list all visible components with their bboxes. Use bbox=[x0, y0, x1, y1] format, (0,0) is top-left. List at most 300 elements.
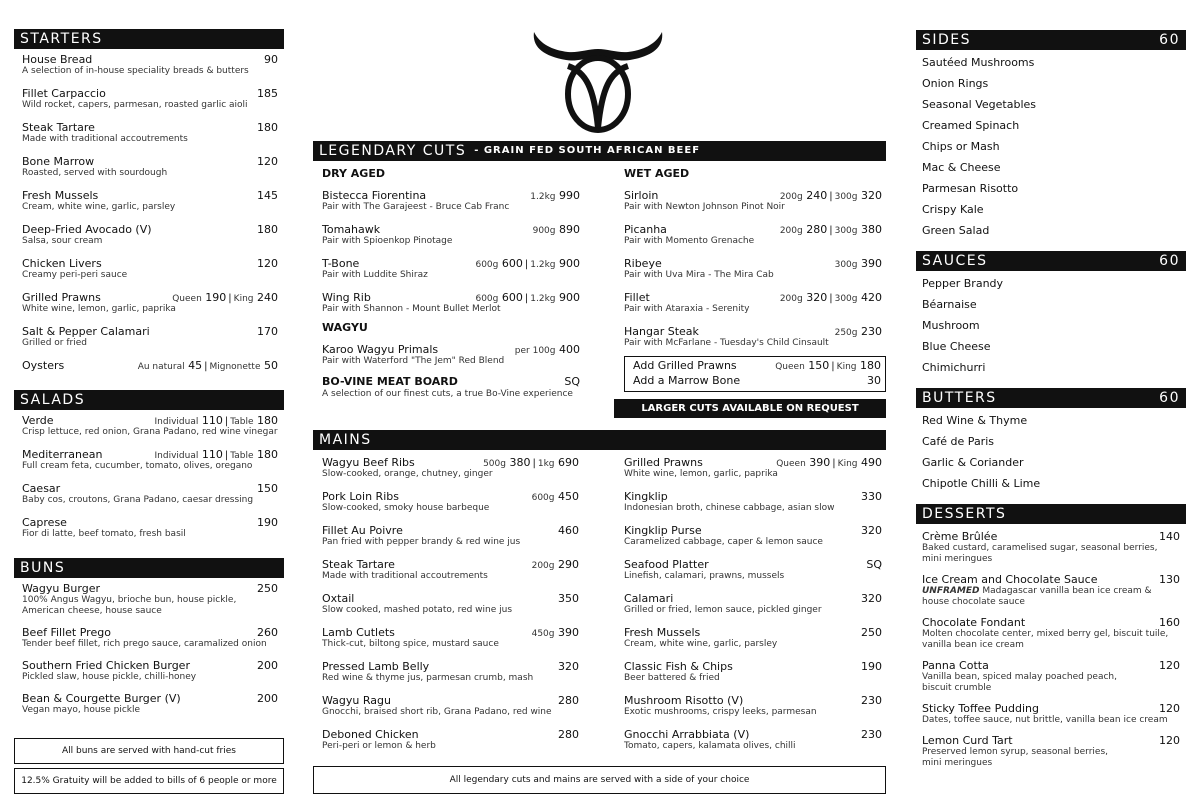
menu-item bbox=[22, 87, 278, 111]
menu-item bbox=[624, 257, 882, 281]
item-description: Pair with The Garajeest - Bruce Cab Franc bbox=[322, 202, 510, 212]
list-item: Chimichurri bbox=[922, 361, 986, 374]
item-name: Lamb Cutlets bbox=[322, 626, 395, 639]
item-name: Gnocchi Arrabbiata (V) bbox=[624, 728, 750, 741]
item-description: Exotic mushrooms, crispy leeks, parmesan bbox=[624, 707, 817, 717]
item-name: Chocolate Fondant bbox=[922, 616, 1026, 629]
price-label: King bbox=[836, 362, 857, 372]
buns-header: BUNS bbox=[14, 558, 284, 578]
item-name: Picanha bbox=[624, 223, 667, 236]
wagyu-title: WAGYU bbox=[322, 321, 368, 334]
menu-item bbox=[22, 257, 278, 281]
item-description: Tender beef fillet, rich prego sauce, caramalized onion bbox=[22, 639, 267, 649]
item-description: Pair with Shannon - Mount Bullet Merlot bbox=[322, 304, 501, 314]
list-item: Green Salad bbox=[922, 224, 990, 237]
item-name: Bone Marrow bbox=[22, 155, 95, 168]
unframed-tag: UNFRAMED bbox=[922, 586, 980, 596]
item-price: 230 bbox=[861, 728, 882, 741]
price-value: 600 bbox=[501, 291, 523, 304]
menu-item bbox=[922, 573, 1180, 608]
item-price bbox=[475, 257, 580, 272]
price-value: 390 bbox=[558, 626, 579, 639]
item-description: 100% Angus Wagyu, brioche bun, house pickle, bbox=[22, 595, 237, 605]
list-item: Pepper Brandy bbox=[922, 277, 1004, 290]
butters-list bbox=[916, 410, 1186, 494]
price-label: 300g bbox=[834, 260, 858, 270]
bull-logo-icon bbox=[528, 28, 668, 134]
item-price: 185 bbox=[257, 87, 278, 100]
menu-item bbox=[322, 558, 579, 582]
item-price bbox=[138, 359, 278, 374]
addon-name: Add Grilled Prawns bbox=[633, 359, 737, 372]
item-description: Pickled slaw, house pickle, chilli-honey bbox=[22, 672, 197, 682]
item-name: Lemon Curd Tart bbox=[922, 734, 1013, 747]
item-name: Fillet Au Poivre bbox=[322, 524, 403, 537]
item-price: 140 bbox=[1159, 530, 1180, 543]
item-name: Mediterranean bbox=[22, 448, 103, 461]
item-name: Fresh Mussels bbox=[624, 626, 701, 639]
item-description: Cream, white wine, garlic, parsley bbox=[22, 202, 176, 212]
item-description: Salsa, sour cream bbox=[22, 236, 103, 246]
list-item: Crispy Kale bbox=[922, 203, 984, 216]
item-description: Vegan mayo, house pickle bbox=[22, 705, 141, 715]
price-separator: | bbox=[224, 416, 229, 427]
item-name: Sticky Toffee Pudding bbox=[922, 702, 1039, 715]
price-label: 900g bbox=[532, 226, 556, 236]
item-description bbox=[922, 586, 1180, 597]
price-value: 150 bbox=[808, 359, 830, 372]
item-description: White wine, lemon, garlic, paprika bbox=[22, 304, 176, 314]
addon-item bbox=[633, 374, 881, 389]
item-description: Roasted, served with sourdough bbox=[22, 168, 168, 178]
price-label: 600g bbox=[531, 493, 555, 503]
price-value: 110 bbox=[201, 448, 223, 461]
price-value: 180 bbox=[257, 448, 278, 461]
item-name: Caesar bbox=[22, 482, 61, 495]
item-name: Classic Fish & Chips bbox=[624, 660, 733, 673]
legendary-header: LEGENDARY CUTS - GRAIN FED SOUTH AFRICAN BEEF bbox=[313, 141, 886, 161]
item-name: Fillet bbox=[624, 291, 650, 304]
menu-item bbox=[22, 659, 278, 683]
menu-item bbox=[624, 325, 882, 349]
price-value: 320 bbox=[806, 291, 828, 304]
item-price: 230 bbox=[861, 694, 882, 707]
price-value: 50 bbox=[264, 359, 278, 372]
item-price bbox=[533, 223, 580, 238]
price-label: 1.2kg bbox=[530, 192, 556, 202]
item-name: Calamari bbox=[624, 592, 674, 605]
item-price bbox=[835, 257, 882, 272]
price-separator: | bbox=[829, 191, 833, 202]
price-separator: | bbox=[224, 450, 229, 461]
item-price: 190 bbox=[257, 516, 278, 529]
item-name: Sirloin bbox=[624, 189, 659, 202]
menu-item bbox=[22, 223, 278, 247]
item-price bbox=[172, 291, 278, 306]
menu-item bbox=[922, 702, 1180, 726]
price-value: 420 bbox=[861, 291, 882, 304]
item-description: Beer battered & fried bbox=[624, 673, 720, 683]
item-name: Steak Tartare bbox=[322, 558, 395, 571]
item-price: 120 bbox=[1159, 702, 1180, 715]
list-item: Mac & Cheese bbox=[922, 161, 1001, 174]
menu-item bbox=[624, 694, 882, 718]
item-name: Kingklip Purse bbox=[624, 524, 702, 537]
item-description: Pair with Newton Johnson Pinot Noir bbox=[624, 202, 785, 212]
item-description: American cheese, house sauce bbox=[22, 606, 162, 616]
item-description: Pair with Uva Mira - The Mira Cab bbox=[624, 270, 774, 280]
item-description: Grilled or fried, lemon sauce, pickled ginger bbox=[624, 605, 822, 615]
price-separator: | bbox=[832, 458, 836, 469]
price-label: 200g bbox=[779, 192, 803, 202]
price-label: 200g bbox=[779, 226, 803, 236]
item-description: Indonesian broth, chinese cabbage, asian slow bbox=[624, 503, 835, 513]
item-description: house chocolate sauce bbox=[922, 597, 1025, 607]
menu-item bbox=[624, 626, 882, 650]
item-price bbox=[475, 291, 580, 306]
addons-box bbox=[624, 356, 886, 392]
item-description: Pair with Spioenkop Pinotage bbox=[322, 236, 453, 246]
item-price: 120 bbox=[257, 257, 278, 270]
price-label: 1.2kg bbox=[530, 294, 556, 304]
item-name: Seafood Platter bbox=[624, 558, 709, 571]
price-label: Queen bbox=[776, 459, 806, 469]
addon-item bbox=[633, 359, 881, 374]
price-label: Table bbox=[230, 417, 254, 427]
menu-item bbox=[322, 728, 579, 752]
menu-item bbox=[624, 660, 882, 684]
item-price: 280 bbox=[558, 694, 579, 707]
item-description: Slow cooked, mashed potato, red wine jus bbox=[322, 605, 513, 615]
item-price bbox=[780, 223, 882, 238]
item-price bbox=[835, 325, 882, 340]
menu-item bbox=[22, 516, 278, 540]
item-price: SQ bbox=[866, 558, 882, 571]
price-label: 500g bbox=[483, 459, 506, 469]
list-item: Blue Cheese bbox=[922, 340, 991, 353]
menu-item bbox=[624, 189, 882, 213]
list-item: Onion Rings bbox=[922, 77, 989, 90]
menu-item bbox=[322, 257, 580, 281]
menu-item bbox=[322, 490, 579, 514]
price-separator: | bbox=[829, 293, 833, 304]
menu-item bbox=[322, 524, 579, 548]
menu-item bbox=[22, 291, 278, 315]
item-name: Wing Rib bbox=[322, 291, 371, 304]
price-label: King bbox=[233, 294, 254, 304]
price-value: 490 bbox=[861, 456, 882, 469]
price-separator: | bbox=[204, 361, 208, 372]
item-description: Crisp lettuce, red onion, Grana Padano, red wine vinegar bbox=[22, 427, 278, 437]
item-price: 350 bbox=[558, 592, 579, 605]
menu-item bbox=[624, 524, 882, 548]
price-label: Queen bbox=[775, 362, 805, 372]
list-item: Café de Paris bbox=[922, 435, 994, 448]
item-price: 170 bbox=[257, 325, 278, 338]
price-value: 320 bbox=[861, 189, 882, 202]
item-price bbox=[776, 456, 882, 471]
menu-item bbox=[22, 359, 278, 372]
item-description: Red wine & thyme jus, parmesan crumb, mash bbox=[322, 673, 534, 683]
sides-list bbox=[916, 52, 1186, 241]
price-separator: | bbox=[831, 361, 835, 372]
menu-item bbox=[624, 291, 882, 315]
price-value: 190 bbox=[205, 291, 227, 304]
item-description: mini meringues bbox=[922, 758, 993, 768]
item-name: Crème Brûlée bbox=[922, 530, 998, 543]
item-name: Southern Fried Chicken Burger bbox=[22, 659, 190, 672]
menu-item bbox=[322, 592, 579, 616]
item-price: 190 bbox=[861, 660, 882, 673]
menu-item bbox=[922, 659, 1180, 694]
menu-item bbox=[322, 291, 580, 315]
item-name: House Bread bbox=[22, 53, 93, 66]
item-description: Made with traditional accoutrements bbox=[22, 134, 188, 144]
list-item: Seasonal Vegetables bbox=[922, 98, 1036, 111]
item-name: Deboned Chicken bbox=[322, 728, 419, 741]
desserts-header: DESSERTS bbox=[916, 504, 1186, 524]
menu-item bbox=[22, 582, 278, 617]
item-name: Oysters bbox=[22, 359, 65, 372]
menu-item bbox=[624, 223, 882, 247]
buns-list bbox=[14, 582, 284, 716]
item-name: Panna Cotta bbox=[922, 659, 989, 672]
item-price: 160 bbox=[1159, 616, 1180, 629]
item-name: Wagyu Ragu bbox=[322, 694, 391, 707]
price-separator: | bbox=[524, 293, 529, 304]
menu-item bbox=[22, 189, 278, 213]
menu-item bbox=[22, 53, 278, 77]
left-column bbox=[14, 0, 284, 786]
price-value: 240 bbox=[806, 189, 828, 202]
list-item: Parmesan Risotto bbox=[922, 182, 1019, 195]
item-price: 180 bbox=[257, 223, 278, 236]
price-label: 1kg bbox=[537, 459, 555, 469]
menu-item bbox=[22, 626, 278, 650]
price-label: King bbox=[837, 459, 858, 469]
price-value: 990 bbox=[559, 189, 580, 202]
item-price bbox=[515, 343, 580, 358]
menu-item bbox=[624, 558, 882, 582]
item-name: Ice Cream and Chocolate Sauce bbox=[922, 573, 1098, 586]
item-price bbox=[483, 456, 579, 471]
price-value: 230 bbox=[861, 325, 882, 338]
item-description: Tomato, capers, kalamata olives, chilli bbox=[624, 741, 796, 751]
item-name: Pressed Lamb Belly bbox=[322, 660, 430, 673]
item-price bbox=[780, 291, 882, 306]
list-item: Chipotle Chilli & Lime bbox=[922, 477, 1041, 490]
menu-item bbox=[322, 456, 579, 480]
item-description: Slow-cooked, smoky house barbeque bbox=[322, 503, 490, 513]
item-price: 90 bbox=[264, 53, 278, 66]
item-price: 200 bbox=[257, 692, 278, 705]
price-label: Queen bbox=[172, 294, 202, 304]
mains-left-list bbox=[322, 456, 579, 752]
item-description: Pair with Luddite Shiraz bbox=[322, 270, 428, 280]
price-value: 890 bbox=[559, 223, 580, 236]
item-name: Hangar Steak bbox=[624, 325, 699, 338]
item-description: Molten chocolate center, mixed berry gel, biscuit tuile, bbox=[922, 629, 1169, 639]
menu-item bbox=[322, 626, 579, 650]
price-value: 240 bbox=[257, 291, 278, 304]
item-name: Salt & Pepper Calamari bbox=[22, 325, 150, 338]
menu-item bbox=[22, 448, 278, 472]
price-label: 300g bbox=[834, 226, 858, 236]
price-value: 180 bbox=[860, 359, 881, 372]
menu-item bbox=[22, 482, 278, 506]
price-label: 600g bbox=[475, 260, 499, 270]
item-name: Tomahawk bbox=[322, 223, 381, 236]
item-price: 260 bbox=[257, 626, 278, 639]
item-description: Creamy peri-peri sauce bbox=[22, 270, 128, 280]
item-name: T-Bone bbox=[322, 257, 360, 270]
item-name: Bean & Courgette Burger (V) bbox=[22, 692, 181, 705]
wet-aged-title: WET AGED bbox=[624, 167, 690, 180]
price-value: 690 bbox=[558, 456, 579, 469]
item-price: 180 bbox=[257, 121, 278, 134]
item-price: 120 bbox=[1159, 659, 1180, 672]
item-description: biscuit crumble bbox=[922, 683, 992, 693]
price-label: 600g bbox=[475, 294, 499, 304]
item-price bbox=[530, 189, 580, 204]
list-item: Garlic & Coriander bbox=[922, 456, 1024, 469]
price-value: 600 bbox=[501, 257, 523, 270]
price-value: 390 bbox=[861, 257, 882, 270]
item-price bbox=[775, 359, 881, 374]
item-price: 250 bbox=[257, 582, 278, 595]
item-name: Fresh Mussels bbox=[22, 189, 99, 202]
item-price: 145 bbox=[257, 189, 278, 202]
item-name: Mushroom Risotto (V) bbox=[624, 694, 744, 707]
price-value: 900 bbox=[559, 257, 580, 270]
item-price: 330 bbox=[861, 490, 882, 503]
item-description: Grilled or fried bbox=[22, 338, 87, 348]
item-price: 320 bbox=[558, 660, 579, 673]
item-description: Wild rocket, capers, parmesan, roasted garlic aioli bbox=[22, 100, 248, 110]
item-description: Linefish, calamari, prawns, mussels bbox=[624, 571, 785, 581]
item-description: Baked custard, caramelised sugar, seasonal berries, bbox=[922, 543, 1158, 553]
item-description: Full cream feta, cucumber, tomato, olives, oregano bbox=[22, 461, 253, 471]
price-value: 450 bbox=[558, 490, 579, 503]
wet-aged-list bbox=[624, 189, 882, 349]
menu-item bbox=[322, 189, 580, 213]
price-label: 300g bbox=[834, 294, 858, 304]
price-value: 110 bbox=[201, 414, 223, 427]
item-description: Pan fried with pepper brandy & red wine jus bbox=[322, 537, 521, 547]
item-name: Grilled Prawns bbox=[22, 291, 101, 304]
price-value: 290 bbox=[558, 558, 579, 571]
item-description: Pair with Waterford "The Jem" Red Blend bbox=[322, 356, 505, 366]
price-value: 390 bbox=[809, 456, 831, 469]
item-name: Wagyu Beef Ribs bbox=[322, 456, 415, 469]
menu-item bbox=[624, 490, 882, 514]
item-price bbox=[532, 490, 579, 505]
item-description: Pair with Ataraxia - Serenity bbox=[624, 304, 750, 314]
item-price bbox=[155, 448, 279, 463]
sauces-list bbox=[916, 273, 1186, 378]
item-name: Pork Loin Ribs bbox=[322, 490, 399, 503]
item-price: 460 bbox=[558, 524, 579, 537]
menu-item bbox=[22, 414, 278, 438]
item-price: 200 bbox=[257, 659, 278, 672]
item-name: Steak Tartare bbox=[22, 121, 95, 134]
price-label: 450g bbox=[531, 629, 555, 639]
item-name: Grilled Prawns bbox=[624, 456, 703, 469]
buns-note: All buns are served with hand-cut fries bbox=[14, 738, 284, 764]
menu-item bbox=[22, 155, 278, 179]
price-label: Au natural bbox=[137, 362, 185, 372]
addon-name: Add a Marrow Bone bbox=[633, 374, 741, 387]
item-name: Wagyu Burger bbox=[22, 582, 100, 595]
menu-item bbox=[22, 121, 278, 145]
item-description: A selection of in-house speciality breads & butters bbox=[22, 66, 249, 76]
item-name: Kingklip bbox=[624, 490, 668, 503]
item-description: vanilla bean ice cream bbox=[922, 640, 1024, 650]
item-description: Pair with McFarlane - Tuesday's Child Cinsault bbox=[624, 338, 829, 348]
meat-board-item: BO-VINE MEAT BOARD A selection of our finest cuts, a true Bo-Vine experience SQ bbox=[322, 375, 580, 399]
starters-list bbox=[14, 49, 284, 372]
item-price bbox=[532, 626, 579, 641]
mains-header: MAINS bbox=[313, 430, 886, 450]
menu-item bbox=[322, 223, 580, 247]
item-description: mini meringues bbox=[922, 554, 993, 564]
price-value: 45 bbox=[188, 359, 203, 372]
item-price: 280 bbox=[558, 728, 579, 741]
menu-item bbox=[322, 694, 579, 718]
list-item: Red Wine & Thyme bbox=[922, 414, 1028, 427]
price-value: 380 bbox=[509, 456, 531, 469]
salads-header: SALADS bbox=[14, 390, 284, 410]
item-name: Verde bbox=[22, 414, 54, 427]
price-label: per 100g bbox=[514, 346, 556, 356]
sides-header: SIDES 60 bbox=[916, 30, 1186, 50]
item-price: 250 bbox=[861, 626, 882, 639]
item-description: Baby cos, croutons, Grana Padano, caesar dressing bbox=[22, 495, 254, 505]
sauces-header: SAUCES 60 bbox=[916, 251, 1186, 271]
item-description: White wine, lemon, garlic, paprika bbox=[624, 469, 778, 479]
item-name: Karoo Wagyu Primals bbox=[322, 343, 439, 356]
item-description: Cream, white wine, garlic, parsley bbox=[624, 639, 778, 649]
price-value: 900 bbox=[559, 291, 580, 304]
item-price bbox=[532, 558, 579, 573]
item-description-text: Madagascar vanilla bean ice cream & bbox=[979, 586, 1152, 596]
item-description: Peri-peri or lemon & herb bbox=[322, 741, 436, 751]
item-price: 130 bbox=[1159, 573, 1180, 586]
price-value: 180 bbox=[257, 414, 278, 427]
list-item: Sautéed Mushrooms bbox=[922, 56, 1035, 69]
price-label: Individual bbox=[154, 451, 199, 461]
salads-list bbox=[14, 414, 284, 540]
item-description: Gnocchi, braised short rib, Grana Padano, red wine bbox=[322, 707, 552, 717]
menu-item bbox=[624, 456, 882, 480]
price-label: 300g bbox=[834, 192, 858, 202]
price-value: 280 bbox=[806, 223, 828, 236]
item-price bbox=[780, 189, 882, 204]
price-label: Mignonette bbox=[209, 362, 261, 372]
price-label: 1.2kg bbox=[530, 260, 556, 270]
dry-aged-title: DRY AGED bbox=[322, 167, 385, 180]
item-name: Fillet Carpaccio bbox=[22, 87, 106, 100]
price-label: 200g bbox=[531, 561, 555, 571]
price-label: Table bbox=[230, 451, 254, 461]
item-description: Dates, toffee sauce, nut brittle, vanilla bean ice cream bbox=[922, 715, 1168, 725]
price-label: 200g bbox=[779, 294, 803, 304]
list-item: Creamed Spinach bbox=[922, 119, 1020, 132]
item-name: Chicken Livers bbox=[22, 257, 102, 270]
list-item: Chips or Mash bbox=[922, 140, 1000, 153]
list-item: Mushroom bbox=[922, 319, 980, 332]
butters-header: BUTTERS 60 bbox=[916, 388, 1186, 408]
